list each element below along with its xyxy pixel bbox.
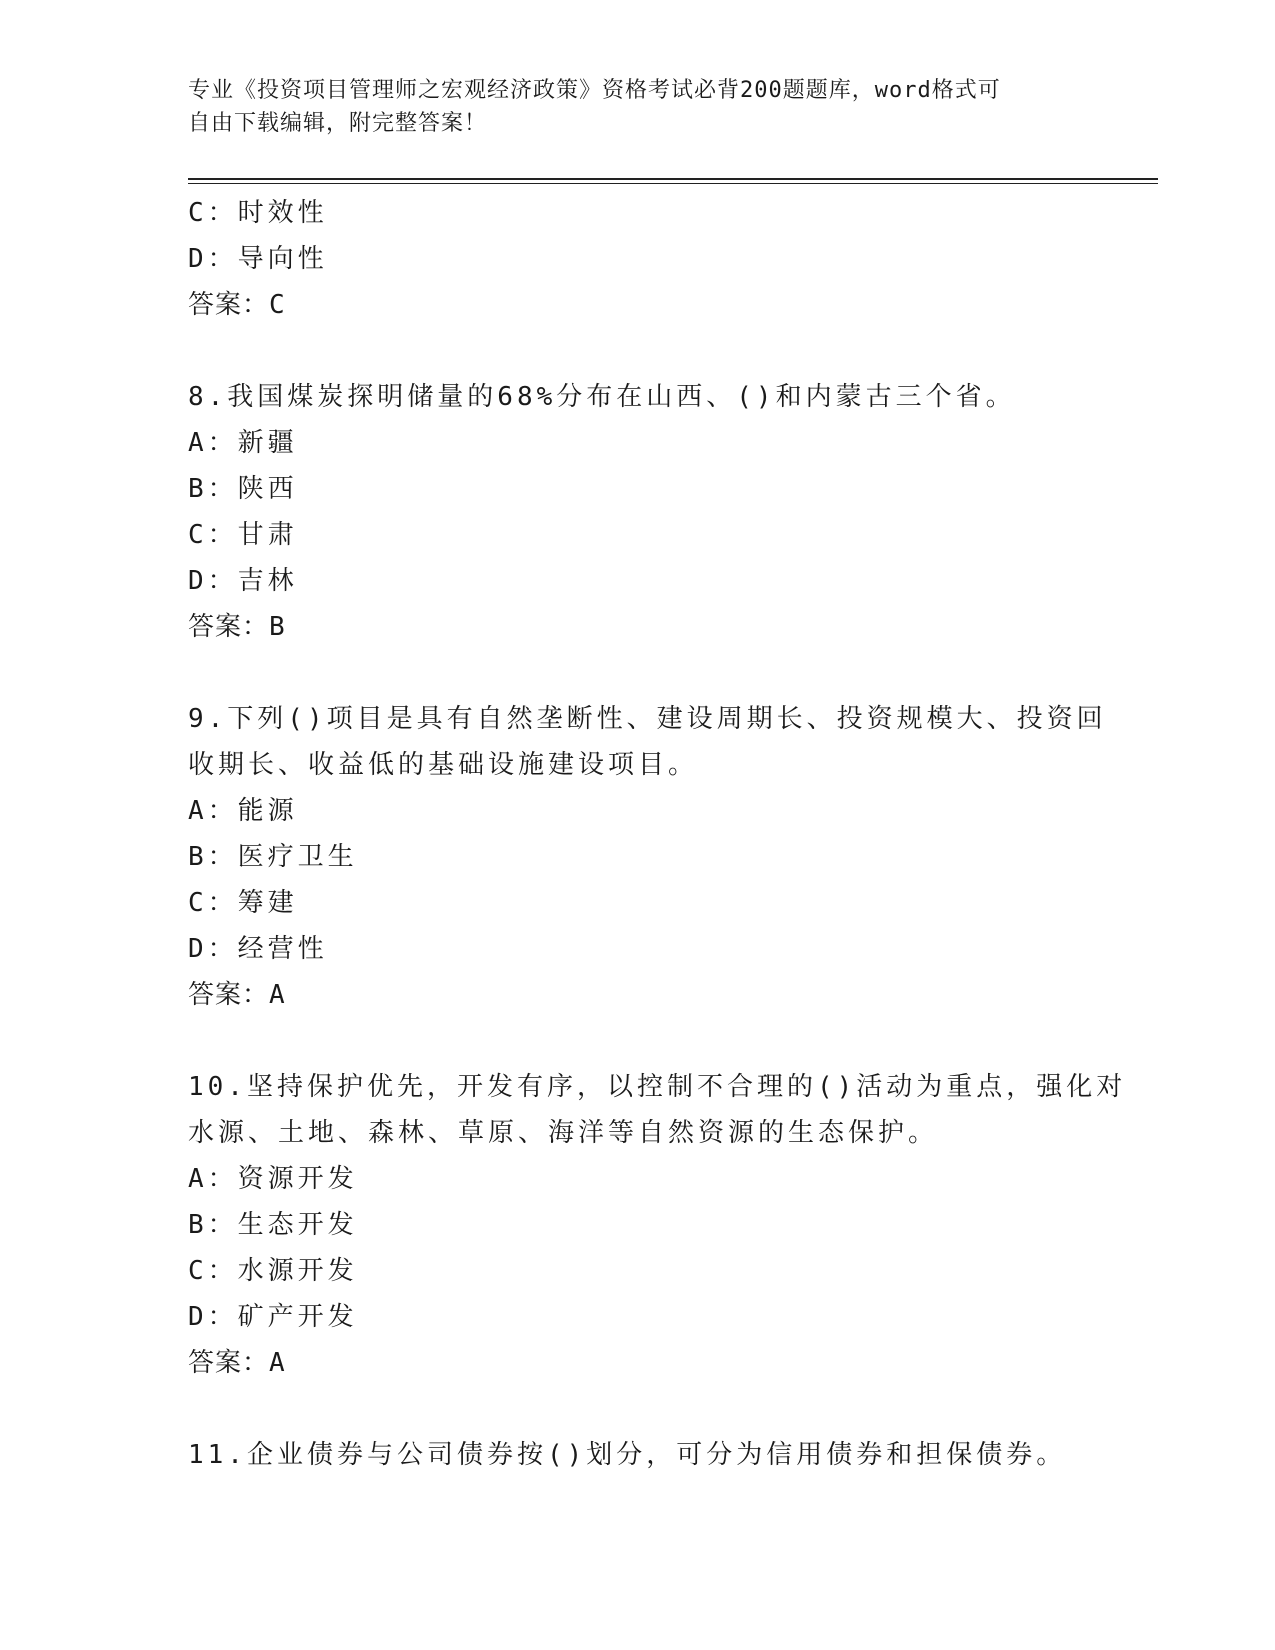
option-b: B：陕西 — [188, 474, 298, 504]
question-list — [188, 190, 1127, 1478]
answer: 答案：C — [188, 290, 286, 320]
header-line-2: 自由下载编辑，附完整答案！ — [188, 111, 488, 136]
question-text-line-1: 10.坚持保护优先，开发有序，以控制不合理的()活动为重点，强化对 — [188, 1072, 1127, 1102]
option-b: B：生态开发 — [188, 1210, 358, 1240]
option-c: C：筹建 — [188, 888, 298, 918]
question-text: 11.企业债券与公司债券按()划分，可分为信用债券和担保债券。 — [188, 1440, 1067, 1470]
option-c: C：时效性 — [188, 198, 328, 228]
option-a: A：资源开发 — [188, 1164, 358, 1194]
question-8 — [188, 374, 1088, 650]
option-a: A：能源 — [188, 796, 298, 826]
answer: 答案：A — [188, 1348, 286, 1378]
option-d: D：导向性 — [188, 244, 328, 274]
option-a: A：新疆 — [188, 428, 298, 458]
answer: 答案：B — [188, 612, 286, 642]
question-9 — [188, 696, 1107, 1018]
header-line-1: 专业《投资项目管理师之宏观经济政策》资格考试必背200题题库，word格式可 — [188, 78, 1001, 103]
question-11 — [188, 1432, 1088, 1478]
header-rule-thin — [188, 183, 1158, 184]
question-text-line-2: 收期长、收益低的基础设施建设项目。 — [188, 750, 699, 780]
spacer — [188, 328, 1088, 374]
spacer — [188, 1386, 1088, 1432]
option-d: D：经营性 — [188, 934, 328, 964]
option-c: C：水源开发 — [188, 1256, 358, 1286]
option-b: B：医疗卫生 — [188, 842, 358, 872]
document-header — [188, 74, 1088, 140]
question-10 — [188, 1064, 1127, 1386]
question-text-line-2: 水源、土地、森林、草原、海洋等自然资源的生态保护。 — [188, 1118, 939, 1148]
spacer — [188, 650, 1088, 696]
option-c: C：甘肃 — [188, 520, 298, 550]
header-rule-thick — [188, 178, 1158, 180]
option-d: D：矿产开发 — [188, 1302, 358, 1332]
spacer — [188, 1018, 1088, 1064]
answer: 答案：A — [188, 980, 286, 1010]
question-text: 8.我国煤炭探明储量的68%分布在山西、()和内蒙古三个省。 — [188, 382, 1016, 412]
question-text-line-1: 9.下列()项目是具有自然垄断性、建设周期长、投资规模大、投资回 — [188, 704, 1107, 734]
option-d: D：吉林 — [188, 566, 298, 596]
